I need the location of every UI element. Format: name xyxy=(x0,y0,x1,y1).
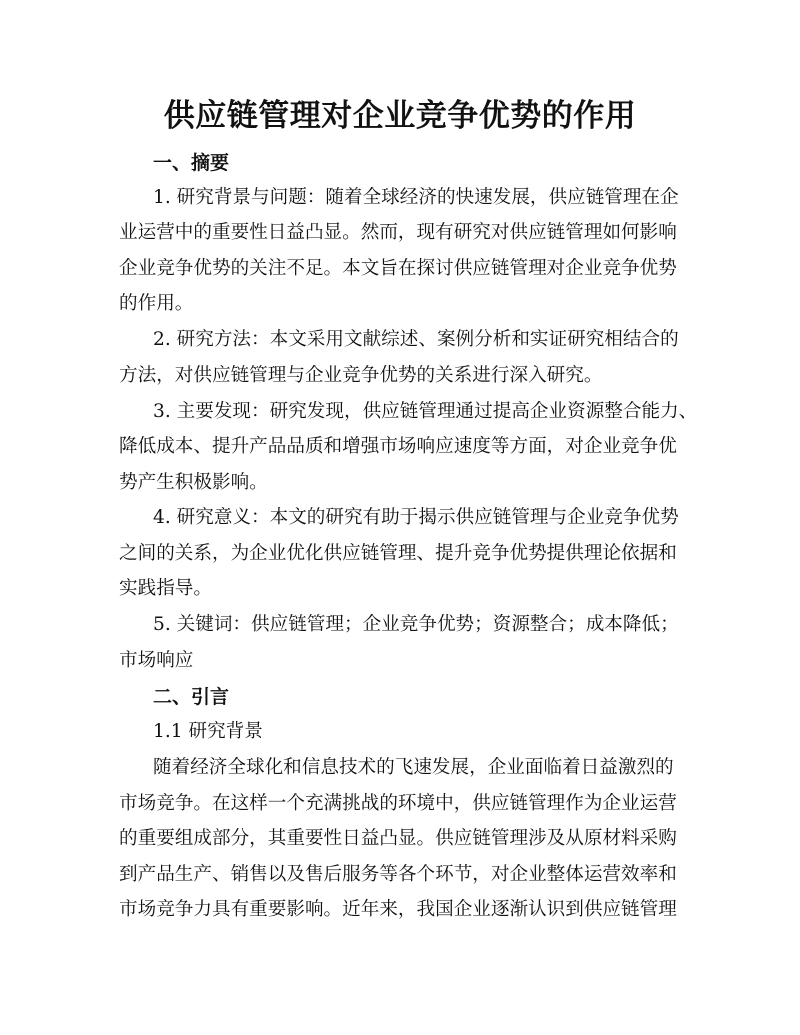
section-heading-introduction: 二、引言 xyxy=(153,686,230,708)
abstract-line: 1. 研究背景与问题：随着全球经济的快速发展，供应链管理在企 xyxy=(153,187,679,208)
abstract-line: 业运营中的重要性日益凸显。然而，现有研究对供应链管理如何影响 xyxy=(119,222,677,243)
abstract-line: 3. 主要发现：研究发现，供应链管理通过提高企业资源整合能力、 xyxy=(153,401,698,422)
keywords-line: 5. 关键词：供应链管理；企业竞争优势；资源整合；成本降低； xyxy=(153,614,679,635)
intro-line: 市场竞争力具有重要影响。近年来，我国企业逐渐认识到供应链管理 xyxy=(119,899,677,920)
section-heading-abstract: 一、摘要 xyxy=(153,152,230,174)
intro-line: 到产品生产、销售以及售后服务等各个环节，对企业整体运营效率和 xyxy=(119,864,677,885)
intro-line: 的重要组成部分，其重要性日益凸显。供应链管理涉及从原材料采购 xyxy=(119,828,677,849)
abstract-line: 的作用。 xyxy=(119,293,194,314)
keywords-line: 市场响应 xyxy=(119,650,194,671)
abstract-line: 势产生积极影响。 xyxy=(119,472,268,493)
abstract-line: 之间的关系，为企业优化供应链管理、提升竞争优势提供理论依据和 xyxy=(119,543,677,564)
document-title: 供应链管理对企业竞争优势的作用 xyxy=(163,98,637,134)
abstract-line: 方法，对供应链管理与企业竞争优势的关系进行深入研究。 xyxy=(119,365,603,386)
abstract-line: 降低成本、提升产品品质和增强市场响应速度等方面，对企业竞争优 xyxy=(119,436,677,457)
intro-line: 随着经济全球化和信息技术的飞速发展，企业面临着日益激烈的 xyxy=(153,757,674,778)
abstract-line: 实践指导。 xyxy=(119,578,212,599)
abstract-line: 企业竞争优势的关注不足。本文旨在探讨供应链管理对企业竞争优势 xyxy=(119,258,677,279)
abstract-line: 4. 研究意义：本文的研究有助于揭示供应链管理与企业竞争优势 xyxy=(153,507,679,528)
intro-line: 市场竞争。在这样一个充满挑战的环境中，供应链管理作为企业运营 xyxy=(119,793,677,814)
abstract-line: 2. 研究方法：本文采用文献综述、案例分析和实证研究相结合的 xyxy=(153,329,679,350)
subsection-heading: 1.1 研究背景 xyxy=(153,721,263,742)
